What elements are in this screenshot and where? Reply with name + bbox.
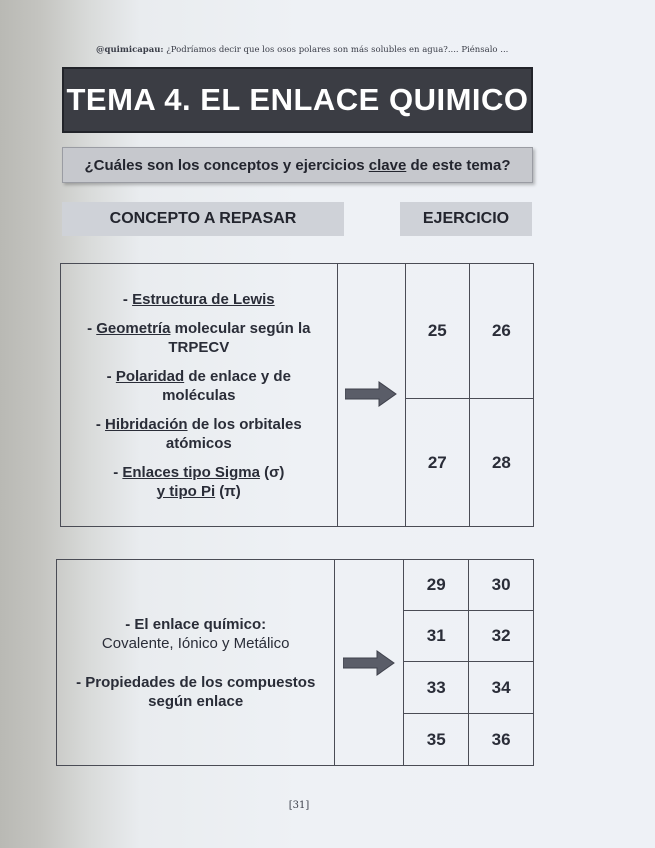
question-before: ¿Cuáles son los conceptos y ejercicios <box>84 156 369 174</box>
exercise-25: 25 <box>405 264 469 399</box>
exercise-label: EJERCICIO <box>400 202 532 236</box>
concept-polarity: - Polaridad de enlace y de moléculas <box>106 367 291 404</box>
question-after: de este tema? <box>406 156 511 174</box>
exercise-31: 31 <box>404 611 469 662</box>
page-title: TEMA 4. EL ENLACE QUIMICO <box>66 82 529 117</box>
header-handle: @quimicapau: <box>96 45 164 55</box>
block1-table <box>60 263 534 527</box>
concept-sigma-pi: - Enlaces tipo Sigma (σ) y tipo Pi (π) <box>113 463 285 500</box>
right-arrow-icon <box>343 650 395 676</box>
exercise-34: 34 <box>469 662 534 714</box>
exercise-27: 27 <box>405 399 469 527</box>
concept-hybridization: - Hibridación de los orbitales atómicos <box>95 415 302 452</box>
header-note <box>96 45 546 55</box>
exercise-30: 30 <box>469 560 534 611</box>
question-banner <box>62 147 533 183</box>
block2-concepts <box>57 560 335 766</box>
concept-geometry: - Geometría molecular según la TRPECV <box>87 319 311 356</box>
exercise-35: 35 <box>404 714 469 766</box>
exercise-28: 28 <box>469 399 533 527</box>
block1-concepts <box>61 264 338 527</box>
block1-arrow-cell <box>337 264 405 527</box>
concept-label: CONCEPTO A REPASAR <box>62 202 344 236</box>
block2-arrow-cell <box>335 560 404 766</box>
concept-properties: - Propiedades de los compuestos según enlace <box>76 673 316 710</box>
page-number: [31] <box>288 800 310 811</box>
exercise-32: 32 <box>469 611 534 662</box>
question-underlined: clave <box>368 156 407 174</box>
exercise-26: 26 <box>469 264 533 399</box>
concept-chemical-bond: - El enlace químico: Covalente, Iónico y Metálico <box>101 615 290 652</box>
right-arrow-icon <box>345 381 397 407</box>
concept-lewis: - Estructura de Lewis <box>122 290 275 308</box>
question-text <box>84 157 510 174</box>
title-banner <box>62 67 533 133</box>
exercise-33: 33 <box>404 662 469 714</box>
exercise-29: 29 <box>404 560 469 611</box>
header-question: ¿Podríamos decir que los osos polares son más solubles en agua?.... Piénsalo ... <box>163 45 509 55</box>
block2-table <box>56 559 534 766</box>
exercise-36: 36 <box>469 714 534 766</box>
